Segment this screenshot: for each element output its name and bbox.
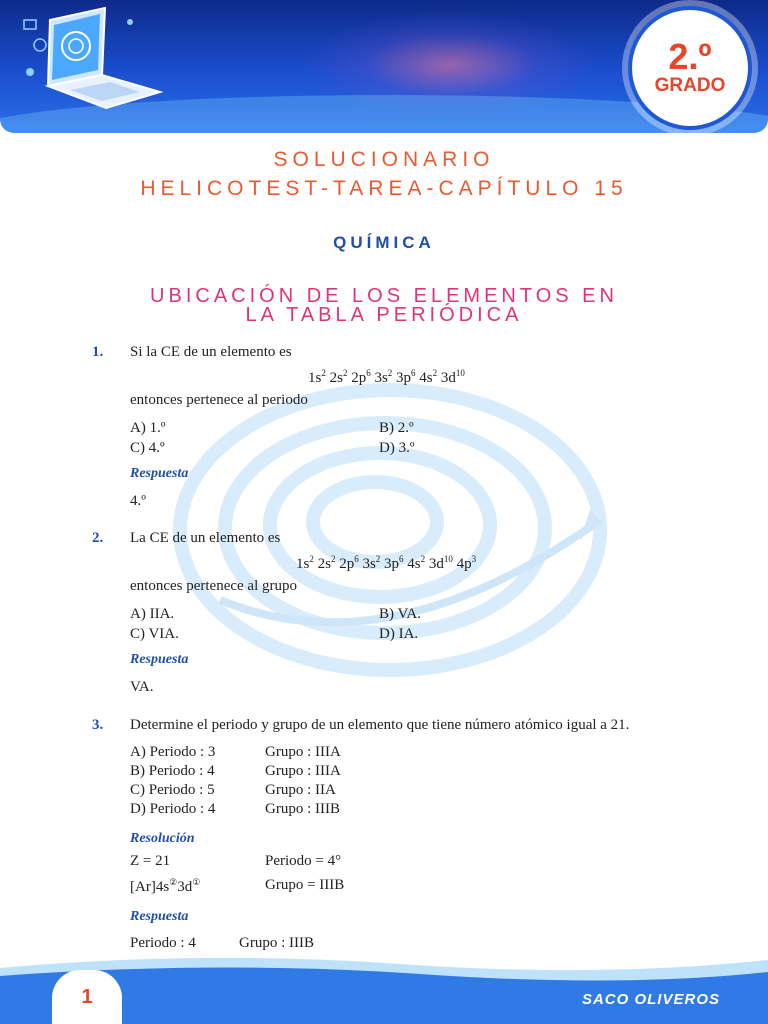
question-3-resolution-label: Resolución — [130, 831, 195, 846]
question-3-z-line: Z = 21 — [130, 853, 171, 869]
question-3-option-d-grupo: Grupo : IIIB — [265, 801, 340, 817]
question-3-option-a-grupo: Grupo : IIIA — [265, 744, 341, 760]
question-2-answer-label: Respuesta — [130, 652, 189, 667]
topic-title-line2: LA TABLA PERIÓDICA — [245, 304, 523, 326]
question-1-option-c: C) 4.º — [130, 440, 165, 456]
question-3-text: Determine el periodo y grupo de un elemento que tiene número atómico igual a 21. — [130, 717, 630, 733]
question-1-text-2: entonces pertenece al periodo — [130, 392, 308, 408]
question-2-number: 2. — [92, 530, 104, 546]
grade-number: 2.º — [668, 36, 712, 77]
question-1-option-d: D) 3.º — [379, 440, 415, 456]
question-1-configuration: $1s^2$ $2s^2$ $2p^6$ $3s^2$ $3p^6$ $4s^2$ $3d^{10}$ — [308, 368, 465, 386]
question-3-option-a-periodo: A) Periodo : 3 — [130, 744, 216, 760]
question-3-configuration: [Ar]4s②3d① — [130, 877, 201, 895]
question-2-option-c: C) VIA. — [130, 626, 179, 642]
grade-badge — [628, 6, 752, 130]
question-2-text-2: entonces pertenece al grupo — [130, 578, 297, 594]
question-2-option-a: A) IIA. — [130, 606, 175, 622]
page-number: 1 — [52, 970, 122, 1024]
grade-label: GRADO — [654, 75, 726, 96]
laptop-icon — [10, 0, 180, 125]
question-2-configuration: $1s^2$ $2s^2$ $2p^6$ $3s^2$ $3p^6$ $4s^2$ $3d^{10}$ $4p^3$ — [296, 554, 477, 572]
question-2-option-d: D) IA. — [379, 626, 419, 642]
question-3-answer-periodo: Periodo : 4 — [130, 935, 196, 951]
question-1-number: 1. — [92, 344, 104, 360]
question-1-option-b: B) 2.º — [379, 420, 414, 436]
document-title: SOLUCIONARIO — [273, 148, 495, 171]
question-3-periodo-line: Periodo = 4° — [265, 853, 342, 869]
brand-logo: SACO OLIVEROS — [581, 991, 720, 1008]
question-2-text: La CE de un elemento es — [130, 530, 281, 546]
question-1-answer: 4.º — [130, 493, 146, 509]
question-3-option-d-periodo: D) Periodo : 4 — [130, 801, 216, 817]
question-3-option-b-grupo: Grupo : IIIA — [265, 763, 341, 779]
question-1-answer-label: Respuesta — [130, 466, 189, 481]
question-3-grupo-line: Grupo = IIIB — [265, 877, 345, 893]
question-3-option-c-grupo: Grupo : IIA — [265, 782, 336, 798]
document-subtitle: HELICOTEST-TAREA-CAPÍTULO 15 — [140, 177, 628, 200]
question-2-option-b: B) VA. — [379, 606, 421, 622]
question-1-option-a: A) 1.º — [130, 420, 166, 436]
topic-title-line1: UBICACIÓN DE LOS ELEMENTOS EN — [150, 285, 618, 307]
question-3-option-b-periodo: B) Periodo : 4 — [130, 763, 215, 779]
question-3-answer-label: Respuesta — [130, 909, 189, 924]
question-1-text: Si la CE de un elemento es — [130, 344, 292, 360]
question-3-answer-grupo: Grupo : IIIB — [239, 935, 314, 951]
question-3-number: 3. — [92, 717, 104, 733]
question-2-answer: VA. — [130, 679, 154, 695]
subject-title: QUÍMICA — [333, 233, 435, 252]
header-banner — [0, 0, 768, 133]
question-3-option-c-periodo: C) Periodo : 5 — [130, 782, 215, 798]
